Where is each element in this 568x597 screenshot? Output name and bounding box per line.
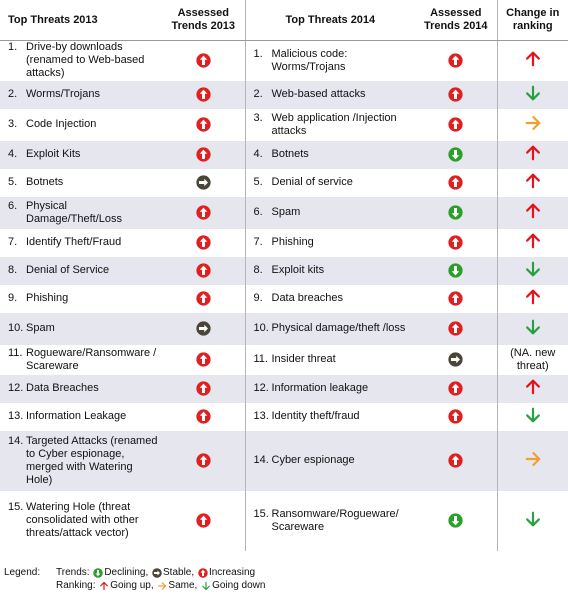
legend-going-down-icon (201, 581, 211, 591)
header-row (0, 0, 568, 41)
going-down-arrow-icon (524, 260, 542, 282)
ranking-change-cell (497, 285, 568, 313)
trend-2013-cell (162, 109, 245, 141)
table-row (0, 345, 568, 375)
threat-2014-name: Denial of service (271, 176, 353, 188)
trend-2013-cell (162, 285, 245, 313)
increasing-trend-icon (448, 117, 463, 132)
rank-number-2014: 13. (253, 410, 269, 422)
rank-number-2013: 15. (8, 501, 24, 513)
trend-2014-cell (415, 257, 497, 285)
rank-number-2014: 1. (253, 47, 263, 60)
rank-number-2014: 10. (253, 322, 269, 334)
threat-2014-cell (245, 285, 415, 313)
threat-2014-name: Information leakage (271, 382, 369, 394)
declining-trend-icon (448, 147, 463, 162)
declining-trend-icon (448, 263, 463, 278)
threat-2013-name: Worms/Trojans (26, 88, 100, 100)
trend-2014-cell (415, 431, 497, 491)
table-row (0, 375, 568, 403)
ranking-change-cell (497, 375, 568, 403)
ranking-change-cell (497, 431, 568, 491)
legend-increasing-icon (198, 568, 208, 578)
ranking-change-cell (497, 109, 568, 141)
threat-2013-cell (0, 491, 162, 551)
going-up-arrow-icon (524, 50, 542, 72)
increasing-trend-icon (196, 235, 211, 250)
threat-2013-name: Information Leakage (26, 410, 127, 422)
same-arrow-icon (524, 450, 542, 472)
legend-stable-icon (152, 568, 162, 578)
increasing-trend-icon (448, 291, 463, 306)
ranking-change-cell (497, 41, 568, 81)
rank-number-2013: 5. (8, 176, 18, 188)
going-up-arrow-icon (524, 202, 542, 224)
threat-2013-name: Identify Theft/Fraud (26, 236, 122, 248)
threat-2013-cell (0, 81, 162, 109)
declining-trend-icon (448, 205, 463, 220)
threat-2014-cell (245, 403, 415, 431)
rank-number-2014: 8. (253, 264, 263, 276)
trend-2013-cell (162, 81, 245, 109)
increasing-trend-icon (196, 513, 211, 528)
threat-2013-name: Rogueware/Ransomware / Scareware (26, 346, 157, 372)
legend-same-text: Same, (168, 580, 198, 591)
stable-trend-icon (196, 321, 211, 336)
increasing-trend-icon (196, 263, 211, 278)
table-row (0, 169, 568, 197)
legend-ranking-label: Ranking: (56, 580, 96, 591)
legend-going-down-text: Going down (212, 580, 266, 591)
threat-2013-cell (0, 197, 162, 229)
trend-2014-cell (415, 169, 497, 197)
threat-2014-name: Web application /Injection attacks (271, 111, 397, 137)
threat-2013-name: Phishing (26, 292, 69, 304)
threat-2013-cell (0, 431, 162, 491)
legend-declining-text: Declining, (104, 567, 149, 578)
threat-2014-cell (245, 431, 415, 491)
header-trends-2013: Assessed Trends 2013 (162, 0, 245, 41)
trend-2014-cell (415, 41, 497, 81)
threat-2014-name: Spam (271, 206, 301, 218)
threat-2014-name: Exploit kits (271, 264, 325, 276)
going-up-arrow-icon (524, 232, 542, 254)
legend-increasing-text: Increasing (208, 567, 256, 578)
trend-2014-cell (415, 491, 497, 551)
threat-2013-name: Physical Damage/Theft/Loss (26, 199, 122, 225)
increasing-trend-icon (448, 235, 463, 250)
trend-2014-cell (415, 345, 497, 375)
table-row (0, 197, 568, 229)
increasing-trend-icon (196, 352, 211, 367)
rank-number-2014: 11. (253, 353, 268, 365)
trend-2014-cell (415, 109, 497, 141)
threat-2014-name: Ransomware/Rogueware/ Scareware (271, 507, 399, 533)
going-up-arrow-icon (524, 288, 542, 310)
ranking-change-cell (497, 491, 568, 551)
table-row (0, 431, 568, 491)
threat-2013-name: Code Injection (26, 118, 97, 130)
header-change-in-ranking: Change in ranking (497, 0, 568, 41)
table-row (0, 403, 568, 431)
rank-number-2013: 12. (8, 382, 24, 394)
ranking-change-text: (NA. new threat) (510, 346, 556, 372)
increasing-trend-icon (196, 381, 211, 396)
trend-2013-cell (162, 403, 245, 431)
ranking-change-cell (497, 169, 568, 197)
going-up-arrow-icon (524, 144, 542, 166)
threat-2013-name: Drive-by downloads (renamed to Web-based attacks) (26, 41, 145, 80)
ranking-change-cell (497, 229, 568, 257)
legend-trends-row (4, 566, 265, 579)
threat-2013-cell (0, 41, 162, 81)
increasing-trend-icon (196, 147, 211, 162)
legend-ranking-row (4, 579, 265, 592)
ranking-change-cell (497, 141, 568, 169)
increasing-trend-icon (196, 53, 211, 68)
trend-2014-cell (415, 141, 497, 169)
stable-trend-icon (448, 352, 463, 367)
legend-declining-icon (93, 568, 103, 578)
increasing-trend-icon (196, 117, 211, 132)
threat-2014-cell (245, 197, 415, 229)
table-row (0, 491, 568, 551)
legend-going-up-icon (99, 581, 109, 591)
trend-2013-cell (162, 229, 245, 257)
trend-2014-cell (415, 229, 497, 257)
increasing-trend-icon (448, 175, 463, 190)
legend-same-icon (157, 581, 167, 591)
increasing-trend-icon (448, 409, 463, 424)
trend-2014-cell (415, 313, 497, 345)
trend-2014-cell (415, 403, 497, 431)
rank-number-2013: 13. (8, 410, 24, 422)
threat-2014-cell (245, 109, 415, 141)
ranking-change-cell (497, 257, 568, 285)
table-row (0, 41, 568, 81)
threat-2014-cell (245, 491, 415, 551)
rank-number-2013: 11. (8, 346, 23, 359)
threat-2014-cell (245, 257, 415, 285)
ranking-change-cell (497, 345, 568, 375)
rank-number-2014: 5. (253, 176, 263, 188)
threat-2013-name: Denial of Service (26, 264, 110, 276)
trend-2014-cell (415, 81, 497, 109)
threat-2013-name: Botnets (26, 176, 64, 188)
table-row (0, 141, 568, 169)
going-down-arrow-icon (524, 406, 542, 428)
increasing-trend-icon (448, 53, 463, 68)
threat-2013-name: Exploit Kits (26, 148, 81, 160)
rank-number-2014: 4. (253, 148, 263, 160)
rank-number-2014: 14. (253, 454, 269, 466)
going-down-arrow-icon (524, 318, 542, 340)
rank-number-2014: 6. (253, 206, 263, 218)
trend-2014-cell (415, 197, 497, 229)
threat-2014-cell (245, 81, 415, 109)
threat-2013-cell (0, 109, 162, 141)
threat-2014-name: Botnets (271, 148, 309, 160)
header-trends-2014: Assessed Trends 2014 (415, 0, 497, 41)
trend-2014-cell (415, 375, 497, 403)
threat-2014-name: Web-based attacks (271, 88, 366, 100)
increasing-trend-icon (196, 87, 211, 102)
threat-2014-name: Insider threat (271, 353, 336, 365)
threat-2013-cell (0, 285, 162, 313)
threat-2013-cell (0, 313, 162, 345)
table-row (0, 257, 568, 285)
threat-2013-name: Spam (26, 322, 55, 334)
rank-number-2013: 1. (8, 41, 18, 54)
legend-stable-text: Stable, (163, 567, 195, 578)
threat-2014-name: Physical damage/theft /loss (271, 322, 406, 334)
trend-2013-cell (162, 41, 245, 81)
rank-number-2014: 7. (253, 236, 263, 248)
increasing-trend-icon (448, 453, 463, 468)
increasing-trend-icon (448, 381, 463, 396)
stable-trend-icon (196, 175, 211, 190)
rank-number-2013: 7. (8, 236, 18, 248)
rank-number-2013: 4. (8, 148, 18, 160)
table-row (0, 109, 568, 141)
header-threats-2014: Top Threats 2014 (245, 0, 415, 41)
trend-2013-cell (162, 375, 245, 403)
rank-number-2014: 9. (253, 292, 263, 304)
increasing-trend-icon (196, 205, 211, 220)
threat-2013-cell (0, 345, 162, 375)
rank-number-2014: 3. (253, 111, 263, 124)
ranking-change-cell (497, 403, 568, 431)
threat-2013-name: Data Breaches (26, 382, 99, 394)
threat-2014-cell (245, 313, 415, 345)
threat-2013-name: Targeted Attacks (renamed to Cyber espionage, merged with Watering Hole) (26, 434, 158, 486)
trend-2013-cell (162, 197, 245, 229)
ranking-change-cell (497, 313, 568, 345)
going-down-arrow-icon (524, 84, 542, 106)
rank-number-2013: 6. (8, 199, 18, 212)
trend-2013-cell (162, 169, 245, 197)
rank-number-2014: 12. (253, 382, 269, 394)
same-arrow-icon (524, 114, 542, 136)
rank-number-2013: 3. (8, 118, 18, 130)
threat-2014-name: Identity theft/fraud (271, 410, 360, 422)
rank-number-2014: 15. (253, 507, 269, 520)
threat-2014-cell (245, 375, 415, 403)
increasing-trend-icon (196, 291, 211, 306)
trend-2013-cell (162, 491, 245, 551)
rank-number-2013: 10. (8, 322, 24, 334)
going-down-arrow-icon (524, 510, 542, 532)
increasing-trend-icon (196, 453, 211, 468)
rank-number-2013: 14. (8, 434, 24, 447)
table-row (0, 229, 568, 257)
trend-2014-cell (415, 285, 497, 313)
legend (4, 566, 265, 592)
threat-2014-name: Data breaches (271, 292, 344, 304)
threat-rows (0, 41, 568, 551)
threat-2014-cell (245, 169, 415, 197)
increasing-trend-icon (448, 87, 463, 102)
rank-number-2013: 8. (8, 264, 18, 276)
threat-2014-name: Phishing (271, 236, 314, 248)
increasing-trend-icon (196, 409, 211, 424)
threat-2014-name: Malicious code: Worms/Trojans (271, 47, 348, 73)
going-up-arrow-icon (524, 378, 542, 400)
threat-2013-cell (0, 375, 162, 403)
threat-2013-name: Watering Hole (threat consolidated with other threats/attack vector) (26, 501, 139, 539)
table-row (0, 81, 568, 109)
rank-number-2014: 2. (253, 88, 263, 100)
legend-trends-label: Trends: (56, 567, 90, 578)
threat-2013-cell (0, 403, 162, 431)
threat-2013-cell (0, 257, 162, 285)
threat-2014-cell (245, 141, 415, 169)
threat-2014-cell (245, 345, 415, 375)
trend-2013-cell (162, 257, 245, 285)
trend-2013-cell (162, 345, 245, 375)
table-row (0, 313, 568, 345)
ranking-change-cell (497, 197, 568, 229)
threat-2013-cell (0, 141, 162, 169)
declining-trend-icon (448, 513, 463, 528)
threat-2014-cell (245, 41, 415, 81)
threat-2013-cell (0, 169, 162, 197)
trend-2013-cell (162, 141, 245, 169)
going-up-arrow-icon (524, 172, 542, 194)
trend-2013-cell (162, 431, 245, 491)
threat-2013-cell (0, 229, 162, 257)
legend-going-up-text: Going up, (110, 580, 154, 591)
rank-number-2013: 2. (8, 88, 18, 100)
rank-number-2013: 9. (8, 292, 18, 304)
threat-2014-cell (245, 229, 415, 257)
ranking-change-cell (497, 81, 568, 109)
increasing-trend-icon (448, 321, 463, 336)
table-row (0, 285, 568, 313)
threat-2014-name: Cyber espionage (271, 454, 355, 466)
header-threats-2013: Top Threats 2013 (0, 0, 162, 41)
trend-2013-cell (162, 313, 245, 345)
legend-label: Legend: (4, 567, 41, 578)
